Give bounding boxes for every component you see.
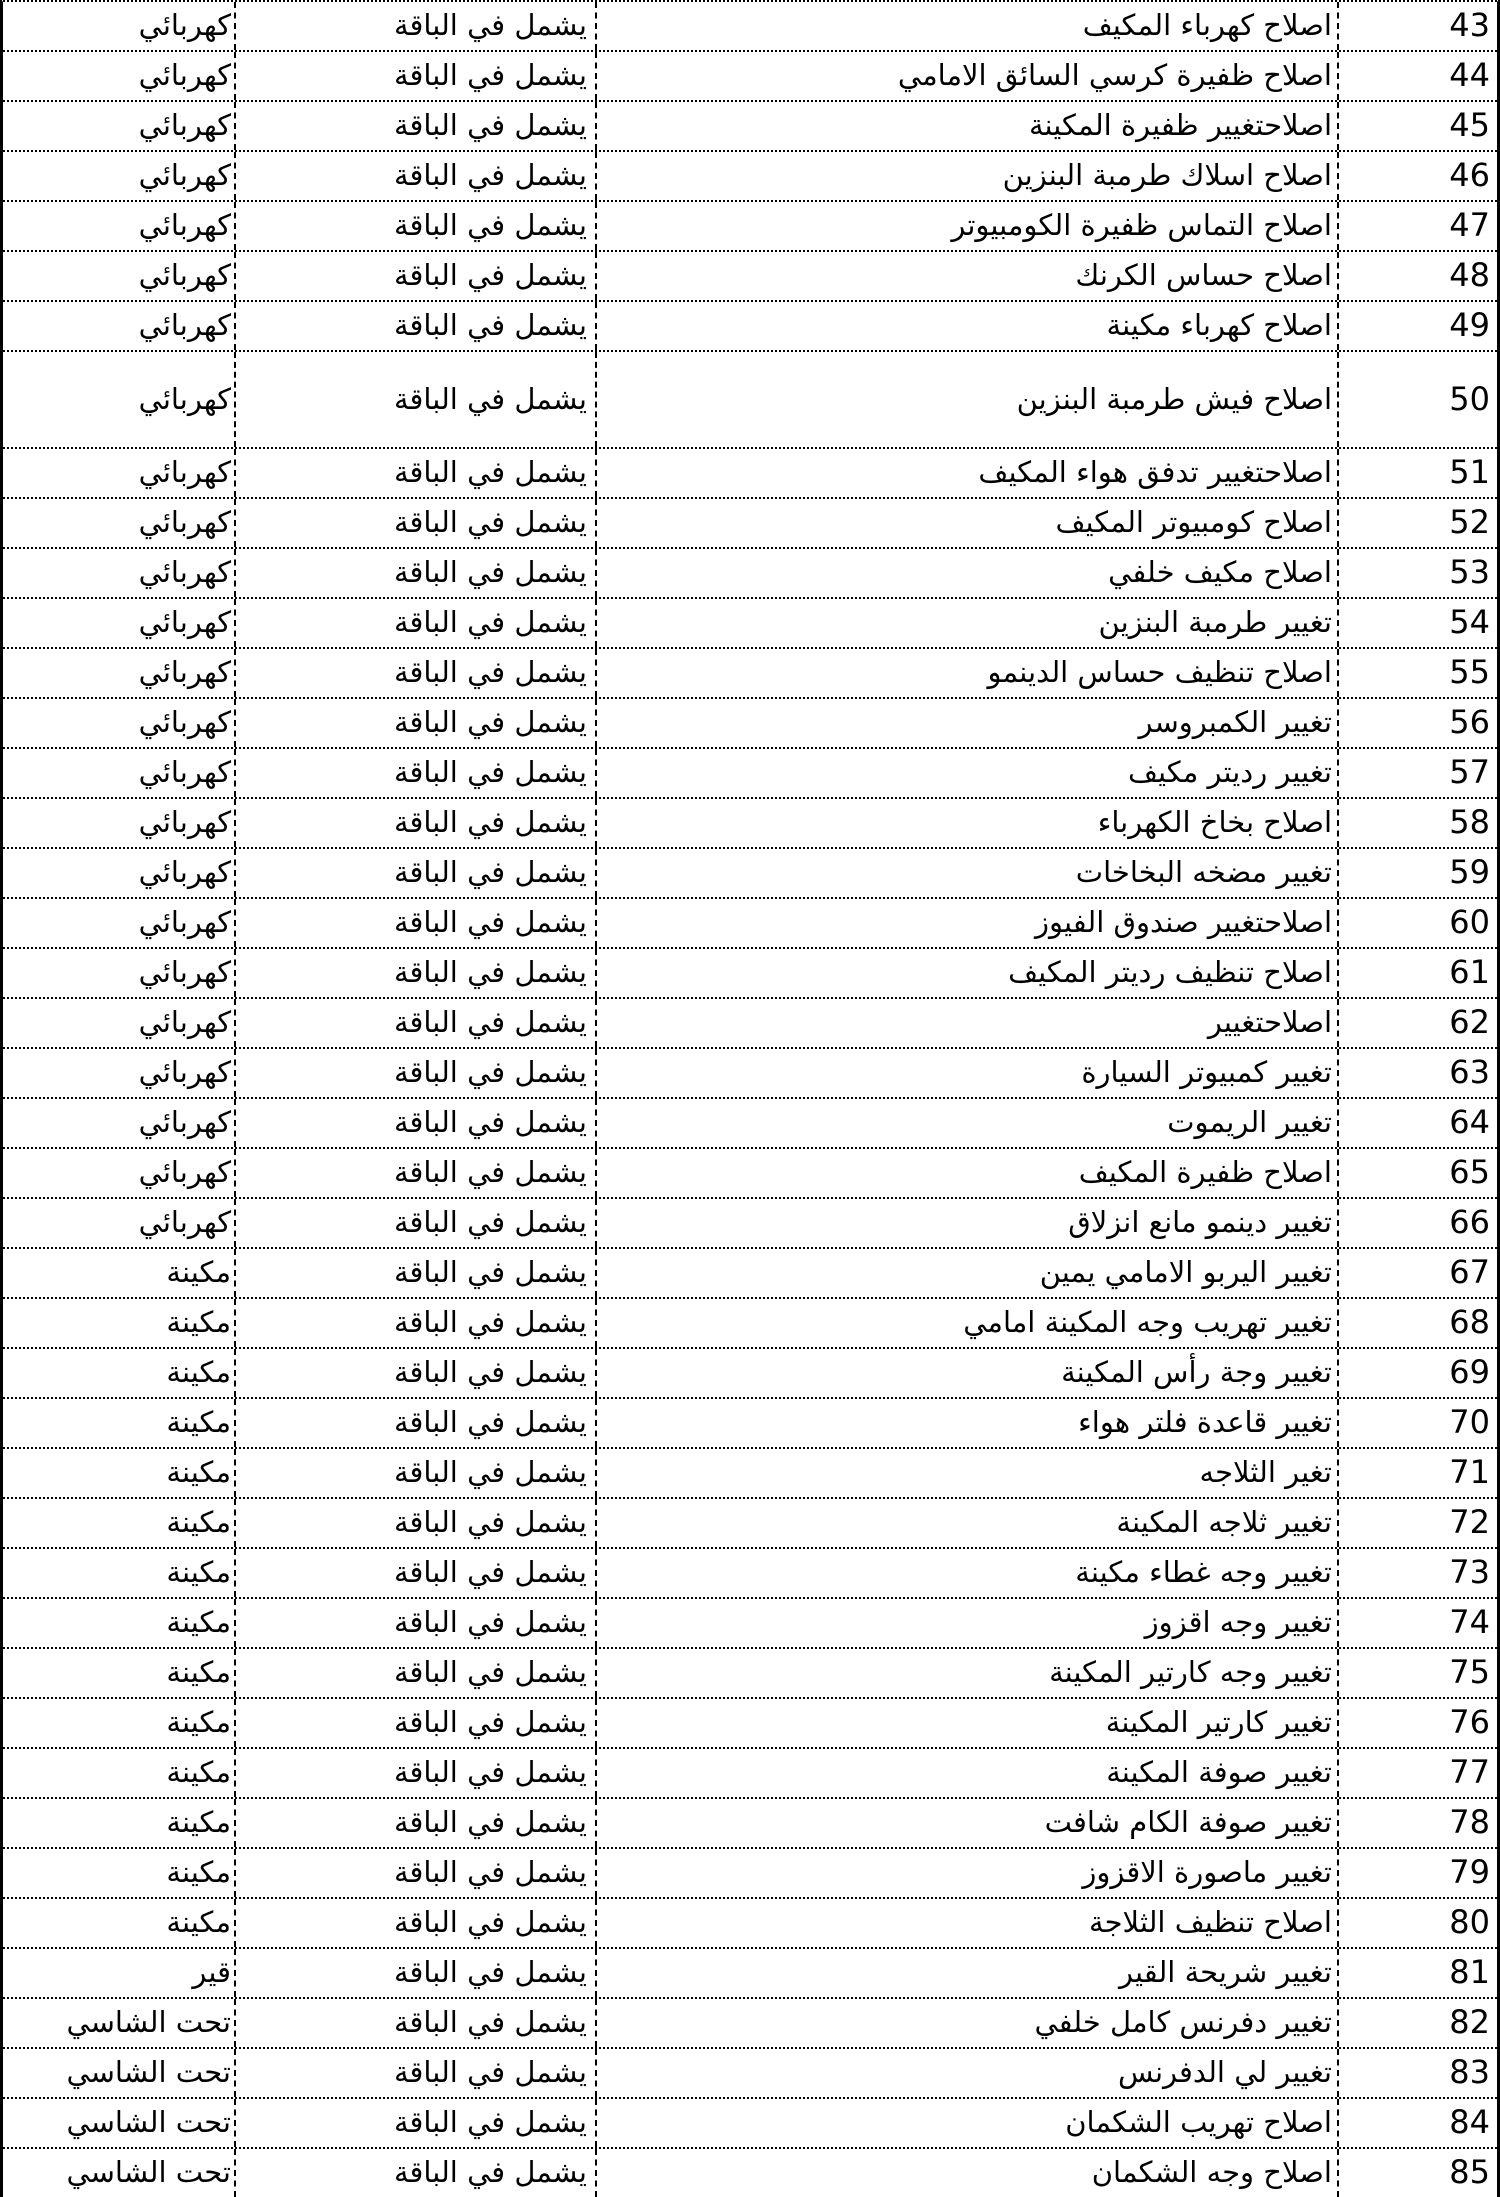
included-in-package-cell: يشمل في الباقة	[234, 749, 595, 797]
table-row	[3, 1349, 1497, 1399]
service-name-cell: اصلاح وجه الشكمان	[595, 2149, 1337, 2197]
category-cell: مكينة	[166, 1305, 231, 1340]
row-number-cell: 79	[1337, 1849, 1497, 1897]
category-cell: قير	[192, 1955, 231, 1990]
included-in-package-cell: يشمل في الباقة	[234, 699, 595, 747]
service-name-cell: تغيير كمبيوتر السيارة	[595, 1049, 1337, 1097]
category-cell: مكينة	[166, 1805, 231, 1840]
row-number-cell: 48	[1337, 252, 1497, 300]
row-number-cell: 60	[1337, 899, 1497, 947]
included-in-package-cell: يشمل في الباقة	[234, 1599, 595, 1647]
category-cell: مكينة	[166, 1255, 231, 1290]
service-name-cell: اصلاح تنظيف الثلاجة	[595, 1899, 1337, 1947]
category-cell: مكينة	[166, 1605, 231, 1640]
row-number-cell: 82	[1337, 1999, 1497, 2047]
category-cell: كهربائي	[138, 381, 231, 416]
row-number-cell: 74	[1337, 1599, 1497, 1647]
category-cell: مكينة	[166, 1705, 231, 1740]
table-row	[3, 52, 1497, 102]
service-name-cell: اصلاحتغيير	[595, 999, 1337, 1047]
service-name-cell: تغيير دفرنس كامل خلفي	[595, 1999, 1337, 2047]
table-row	[3, 1849, 1497, 1899]
included-in-package-cell: يشمل في الباقة	[234, 1349, 595, 1397]
category-cell: مكينة	[166, 1755, 231, 1790]
included-in-package-cell: يشمل في الباقة	[234, 202, 595, 250]
row-number-cell: 62	[1337, 999, 1497, 1047]
table-row	[3, 2099, 1497, 2149]
table-row	[3, 252, 1497, 302]
row-number-cell: 43	[1337, 2, 1497, 50]
included-in-package-cell: يشمل في الباقة	[234, 252, 595, 300]
service-name-cell: تغيير قاعدة فلتر هواء	[595, 1399, 1337, 1447]
row-number-cell: 55	[1337, 649, 1497, 697]
row-number-cell: 65	[1337, 1149, 1497, 1197]
service-name-cell: تغيير صوفة المكينة	[595, 1749, 1337, 1797]
table-row	[3, 1899, 1497, 1949]
included-in-package-cell: يشمل في الباقة	[234, 1199, 595, 1247]
included-in-package-cell: يشمل في الباقة	[234, 649, 595, 697]
service-name-cell: تغيير وجه غطاء مكينة	[595, 1549, 1337, 1597]
category-cell: كهربائي	[138, 805, 231, 840]
table-row	[3, 1949, 1497, 1999]
included-in-package-cell: يشمل في الباقة	[234, 899, 595, 947]
table-row	[3, 1799, 1497, 1849]
category-cell: مكينة	[166, 1905, 231, 1940]
service-name-cell: اصلاح حساس الكرنك	[595, 252, 1337, 300]
table-row	[3, 1749, 1497, 1799]
table-row	[3, 302, 1497, 352]
category-cell: كهربائي	[138, 1155, 231, 1190]
service-name-cell: اصلاح ظفيرة كرسي السائق الامامي	[595, 52, 1337, 100]
category-cell: كهربائي	[138, 108, 231, 143]
category-cell: كهربائي	[138, 208, 231, 243]
row-number-cell: 70	[1337, 1399, 1497, 1447]
service-name-cell: تغيير الكمبروسر	[595, 699, 1337, 747]
row-number-cell: 69	[1337, 1349, 1497, 1397]
table-row	[3, 2049, 1497, 2099]
included-in-package-cell: يشمل في الباقة	[234, 599, 595, 647]
row-number-cell: 71	[1337, 1449, 1497, 1497]
table-row	[3, 2, 1497, 52]
row-number-cell: 76	[1337, 1699, 1497, 1747]
service-name-cell: اصلاح كومبيوتر المكيف	[595, 499, 1337, 547]
category-cell: تحت الشاسي	[66, 2155, 231, 2190]
table-row	[3, 1199, 1497, 1249]
included-in-package-cell: يشمل في الباقة	[234, 1049, 595, 1097]
category-cell: مكينة	[166, 1405, 231, 1440]
table-row	[3, 849, 1497, 899]
service-name-cell: اصلاح كهرباء مكينة	[595, 302, 1337, 350]
included-in-package-cell: يشمل في الباقة	[234, 1499, 595, 1547]
included-in-package-cell: يشمل في الباقة	[234, 849, 595, 897]
service-name-cell: اصلاح تهريب الشكمان	[595, 2099, 1337, 2147]
included-in-package-cell: يشمل في الباقة	[234, 1249, 595, 1297]
category-cell: كهربائي	[138, 905, 231, 940]
category-cell: مكينة	[166, 1855, 231, 1890]
table-row	[3, 449, 1497, 499]
row-number-cell: 44	[1337, 52, 1497, 100]
row-number-cell: 77	[1337, 1749, 1497, 1797]
service-name-cell: اصلاح تنظيف رديتر المكيف	[595, 949, 1337, 997]
service-name-cell: تغيير ثلاجه المكينة	[595, 1499, 1337, 1547]
service-name-cell: تغيير طرمبة البنزين	[595, 599, 1337, 647]
table-row	[3, 799, 1497, 849]
category-cell: كهربائي	[138, 655, 231, 690]
table-row	[3, 1399, 1497, 1449]
service-name-cell: تغيير رديتر مكيف	[595, 749, 1337, 797]
table-row	[3, 1449, 1497, 1499]
row-number-cell: 84	[1337, 2099, 1497, 2147]
included-in-package-cell: يشمل في الباقة	[234, 1749, 595, 1797]
service-name-cell: تغير الثلاجه	[595, 1449, 1337, 1497]
included-in-package-cell: يشمل في الباقة	[234, 302, 595, 350]
row-number-cell: 56	[1337, 699, 1497, 747]
row-number-cell: 66	[1337, 1199, 1497, 1247]
category-cell: كهربائي	[138, 855, 231, 890]
category-cell: كهربائي	[138, 555, 231, 590]
service-name-cell: تغيير شريحة القير	[595, 1949, 1337, 1997]
category-cell: تحت الشاسي	[66, 2105, 231, 2140]
row-number-cell: 57	[1337, 749, 1497, 797]
service-name-cell: اصلاحتغيير ظفيرة المكينة	[595, 102, 1337, 150]
category-cell: كهربائي	[138, 955, 231, 990]
service-name-cell: اصلاحتغيير صندوق الفيوز	[595, 899, 1337, 947]
included-in-package-cell: يشمل في الباقة	[234, 1149, 595, 1197]
included-in-package-cell: يشمل في الباقة	[234, 799, 595, 847]
category-cell: كهربائي	[138, 455, 231, 490]
table-row	[3, 1149, 1497, 1199]
table-row	[3, 1549, 1497, 1599]
row-number-cell: 64	[1337, 1099, 1497, 1147]
service-name-cell: تغيير وجه كارتير المكينة	[595, 1649, 1337, 1697]
row-number-cell: 49	[1337, 302, 1497, 350]
included-in-package-cell: يشمل في الباقة	[234, 1699, 595, 1747]
row-number-cell: 75	[1337, 1649, 1497, 1697]
service-name-cell: تغيير مضخه البخاخات	[595, 849, 1337, 897]
row-number-cell: 80	[1337, 1899, 1497, 1947]
included-in-package-cell: يشمل في الباقة	[234, 102, 595, 150]
table-row	[3, 1699, 1497, 1749]
included-in-package-cell: يشمل في الباقة	[234, 1799, 595, 1847]
table-row	[3, 1249, 1497, 1299]
table-row	[3, 202, 1497, 252]
included-in-package-cell: يشمل في الباقة	[234, 1849, 595, 1897]
category-cell: كهربائي	[138, 505, 231, 540]
included-in-package-cell: يشمل في الباقة	[234, 449, 595, 497]
row-number-cell: 51	[1337, 449, 1497, 497]
service-name-cell: اصلاح التماس ظفيرة الكومبيوتر	[595, 202, 1337, 250]
table-row	[3, 2149, 1497, 2197]
included-in-package-cell: يشمل في الباقة	[234, 1899, 595, 1947]
included-in-package-cell: يشمل في الباقة	[234, 2, 595, 50]
table-row	[3, 1599, 1497, 1649]
table-row	[3, 949, 1497, 999]
category-cell: كهربائي	[138, 1105, 231, 1140]
service-name-cell: اصلاح اسلاك طرمبة البنزين	[595, 152, 1337, 200]
service-name-cell: تغيير ماصورة الاقزوز	[595, 1849, 1337, 1897]
row-number-cell: 52	[1337, 499, 1497, 547]
row-number-cell: 78	[1337, 1799, 1497, 1847]
included-in-package-cell: يشمل في الباقة	[234, 1949, 595, 1997]
category-cell: كهربائي	[138, 755, 231, 790]
row-number-cell: 81	[1337, 1949, 1497, 1997]
service-name-cell: تغيير دينمو مانع انزلاق	[595, 1199, 1337, 1247]
category-cell: تحت الشاسي	[66, 2005, 231, 2040]
included-in-package-cell: يشمل في الباقة	[234, 1299, 595, 1347]
service-name-cell: اصلاحتغيير تدفق هواء المكيف	[595, 449, 1337, 497]
table-row	[3, 102, 1497, 152]
row-number-cell: 50	[1337, 352, 1497, 447]
service-name-cell: اصلاح تنظيف حساس الدينمو	[595, 649, 1337, 697]
included-in-package-cell: يشمل في الباقة	[234, 499, 595, 547]
table-row	[3, 649, 1497, 699]
category-cell: كهربائي	[138, 1005, 231, 1040]
row-number-cell: 63	[1337, 1049, 1497, 1097]
included-in-package-cell: يشمل في الباقة	[234, 549, 595, 597]
included-in-package-cell: يشمل في الباقة	[234, 2049, 595, 2097]
service-name-cell: تغيير وجة رأس المكينة	[595, 1349, 1337, 1397]
category-cell: كهربائي	[138, 605, 231, 640]
category-cell: كهربائي	[138, 308, 231, 343]
included-in-package-cell: يشمل في الباقة	[234, 949, 595, 997]
service-name-cell: اصلاح بخاخ الكهرباء	[595, 799, 1337, 847]
service-name-cell: تغيير صوفة الكام شافت	[595, 1799, 1337, 1847]
table-row	[3, 899, 1497, 949]
table-row	[3, 152, 1497, 202]
service-name-cell: اصلاح ظفيرة المكيف	[595, 1149, 1337, 1197]
service-name-cell: تغيير الريموت	[595, 1099, 1337, 1147]
included-in-package-cell: يشمل في الباقة	[234, 1449, 595, 1497]
table-row	[3, 549, 1497, 599]
category-cell: كهربائي	[138, 58, 231, 93]
row-number-cell: 53	[1337, 549, 1497, 597]
category-cell: مكينة	[166, 1455, 231, 1490]
row-number-cell: 73	[1337, 1549, 1497, 1597]
category-cell: مكينة	[166, 1555, 231, 1590]
table-row	[3, 352, 1497, 449]
row-number-cell: 67	[1337, 1249, 1497, 1297]
row-number-cell: 47	[1337, 202, 1497, 250]
included-in-package-cell: يشمل في الباقة	[234, 352, 595, 447]
service-name-cell: اصلاح فيش طرمبة البنزين	[595, 352, 1337, 447]
service-name-cell: تغيير كارتير المكينة	[595, 1699, 1337, 1747]
table-row	[3, 1499, 1497, 1549]
included-in-package-cell: يشمل في الباقة	[234, 1099, 595, 1147]
included-in-package-cell: يشمل في الباقة	[234, 999, 595, 1047]
service-name-cell: اصلاح مكيف خلفي	[595, 549, 1337, 597]
category-cell: كهربائي	[138, 1205, 231, 1240]
row-number-cell: 54	[1337, 599, 1497, 647]
category-cell: كهربائي	[138, 8, 231, 43]
row-number-cell: 46	[1337, 152, 1497, 200]
category-cell: مكينة	[166, 1505, 231, 1540]
included-in-package-cell: يشمل في الباقة	[234, 2149, 595, 2197]
table-row	[3, 1999, 1497, 2049]
row-number-cell: 68	[1337, 1299, 1497, 1347]
included-in-package-cell: يشمل في الباقة	[234, 1549, 595, 1597]
table-row	[3, 499, 1497, 549]
service-name-cell: اصلاح كهرباء المكيف	[595, 2, 1337, 50]
table-row	[3, 599, 1497, 649]
row-number-cell: 83	[1337, 2049, 1497, 2097]
service-name-cell: تغيير وجه اقزوز	[595, 1599, 1337, 1647]
included-in-package-cell: يشمل في الباقة	[234, 2099, 595, 2147]
row-number-cell: 61	[1337, 949, 1497, 997]
service-name-cell: تغيير تهريب وجه المكينة امامي	[595, 1299, 1337, 1347]
category-cell: كهربائي	[138, 258, 231, 293]
included-in-package-cell: يشمل في الباقة	[234, 1399, 595, 1447]
category-cell: مكينة	[166, 1355, 231, 1390]
table-row	[3, 999, 1497, 1049]
category-cell: كهربائي	[138, 705, 231, 740]
table-row	[3, 699, 1497, 749]
table-row	[3, 1099, 1497, 1149]
table-row	[3, 1299, 1497, 1349]
row-number-cell: 85	[1337, 2149, 1497, 2197]
row-number-cell: 72	[1337, 1499, 1497, 1547]
table-row	[3, 1649, 1497, 1699]
service-name-cell: تغيير لي الدفرنس	[595, 2049, 1337, 2097]
row-number-cell: 45	[1337, 102, 1497, 150]
table-row	[3, 749, 1497, 799]
included-in-package-cell: يشمل في الباقة	[234, 152, 595, 200]
included-in-package-cell: يشمل في الباقة	[234, 52, 595, 100]
category-cell: تحت الشاسي	[66, 2055, 231, 2090]
category-cell: مكينة	[166, 1655, 231, 1690]
category-cell: كهربائي	[138, 1055, 231, 1090]
included-in-package-cell: يشمل في الباقة	[234, 1999, 595, 2047]
row-number-cell: 58	[1337, 799, 1497, 847]
table-row	[3, 1049, 1497, 1099]
category-cell: كهربائي	[138, 158, 231, 193]
included-in-package-cell: يشمل في الباقة	[234, 1649, 595, 1697]
row-number-cell: 59	[1337, 849, 1497, 897]
service-name-cell: تغيير اليربو الامامي يمين	[595, 1249, 1337, 1297]
